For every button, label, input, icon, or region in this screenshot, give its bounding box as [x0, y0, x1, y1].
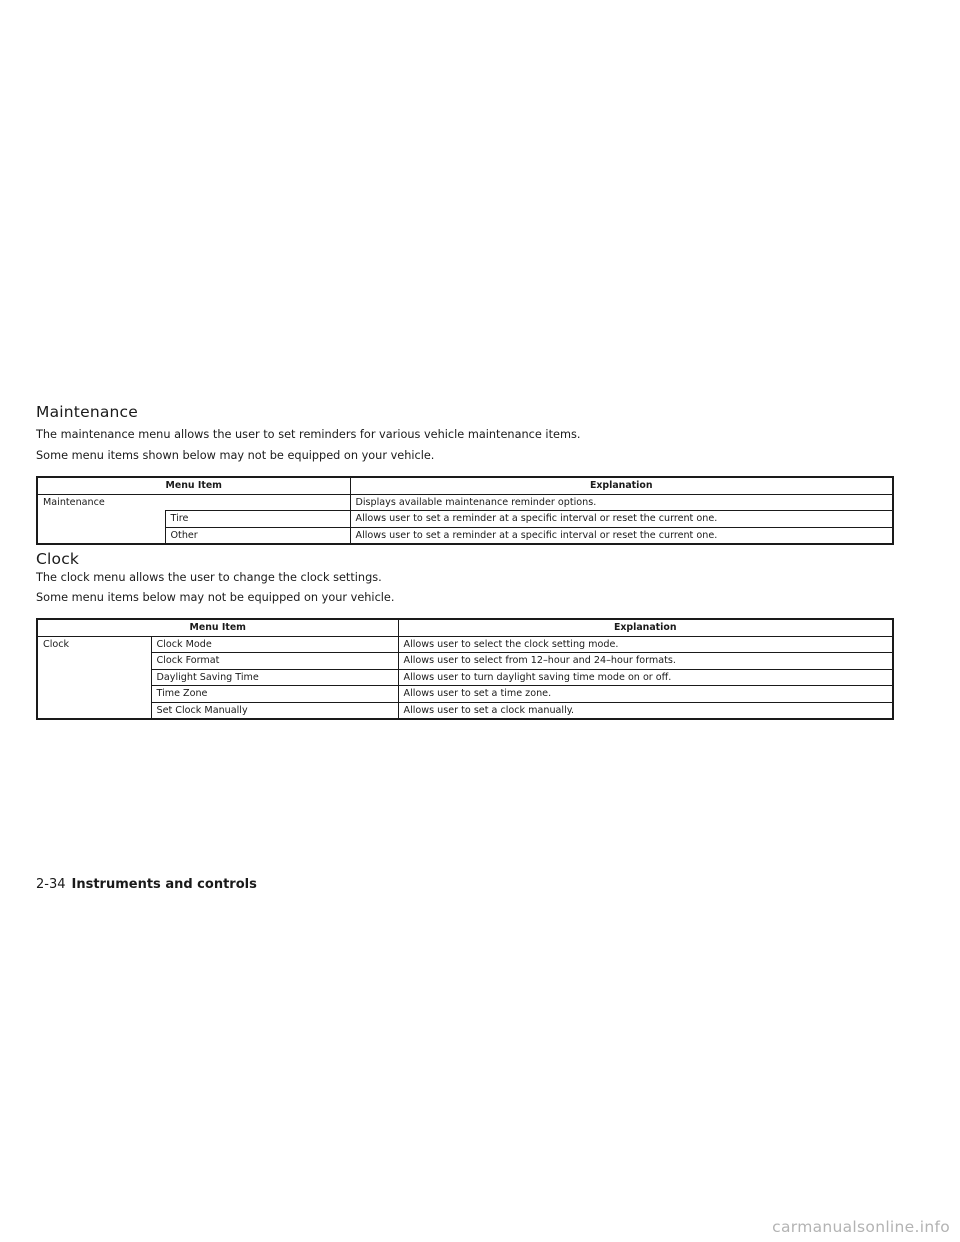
explanation-cell: Allows user to turn daylight saving time mode on or off. [398, 669, 893, 686]
explanation-cell: Allows user to set a clock manually. [398, 702, 893, 719]
table-header-row [37, 477, 893, 494]
page-footer [36, 877, 257, 892]
explanation-cell: Allows user to set a reminder at a specific interval or reset the current one. [350, 527, 893, 544]
header-menu-item: Menu Item [37, 477, 350, 494]
clock-table [36, 618, 894, 720]
table-row [37, 636, 893, 653]
explanation-cell: Allows user to select from 12–hour and 24–hour formats. [398, 653, 893, 670]
maintenance-title: Maintenance [36, 403, 139, 421]
sub-item-cell: Time Zone [151, 686, 398, 703]
page-number: 2-34 [36, 877, 66, 892]
sub-item-cell: Set Clock Manually [151, 702, 398, 719]
table-row [37, 511, 893, 528]
sub-item-cell: Daylight Saving Time [151, 669, 398, 686]
table-row [37, 702, 893, 719]
chapter-title: Instruments and controls [71, 877, 257, 892]
header-menu-item: Menu Item [37, 619, 398, 636]
clock-note: Some menu items below may not be equipped on your vehicle. [36, 591, 395, 604]
menu-item-cell [37, 527, 165, 544]
explanation-cell: Displays available maintenance reminder options. [350, 494, 893, 511]
table-header-row [37, 619, 893, 636]
maintenance-table [36, 476, 894, 545]
clock-intro: The clock menu allows the user to change the clock settings. [36, 571, 382, 584]
table-row [37, 669, 893, 686]
sub-item-cell: Other [165, 527, 350, 544]
maintenance-note: Some menu items shown below may not be equipped on your vehicle. [36, 449, 435, 462]
menu-item-cell: Maintenance [37, 494, 350, 511]
sub-item-cell: Tire [165, 511, 350, 528]
clock-title: Clock [36, 550, 80, 568]
table-row [37, 494, 893, 511]
header-explanation: Explanation [350, 477, 893, 494]
table-row [37, 653, 893, 670]
explanation-cell: Allows user to set a reminder at a specific interval or reset the current one. [350, 511, 893, 528]
table-row [37, 686, 893, 703]
sub-item-cell: Clock Format [151, 653, 398, 670]
maintenance-intro: The maintenance menu allows the user to set reminders for various vehicle maintenance items. [36, 428, 581, 441]
explanation-cell: Allows user to set a time zone. [398, 686, 893, 703]
sub-item-cell: Clock Mode [151, 636, 398, 653]
menu-item-cell [37, 511, 165, 528]
header-explanation: Explanation [398, 619, 893, 636]
table-row [37, 527, 893, 544]
explanation-cell: Allows user to select the clock setting mode. [398, 636, 893, 653]
menu-group-cell: Clock [37, 636, 151, 719]
watermark[interactable]: carmanualsonline.info [772, 1218, 950, 1236]
